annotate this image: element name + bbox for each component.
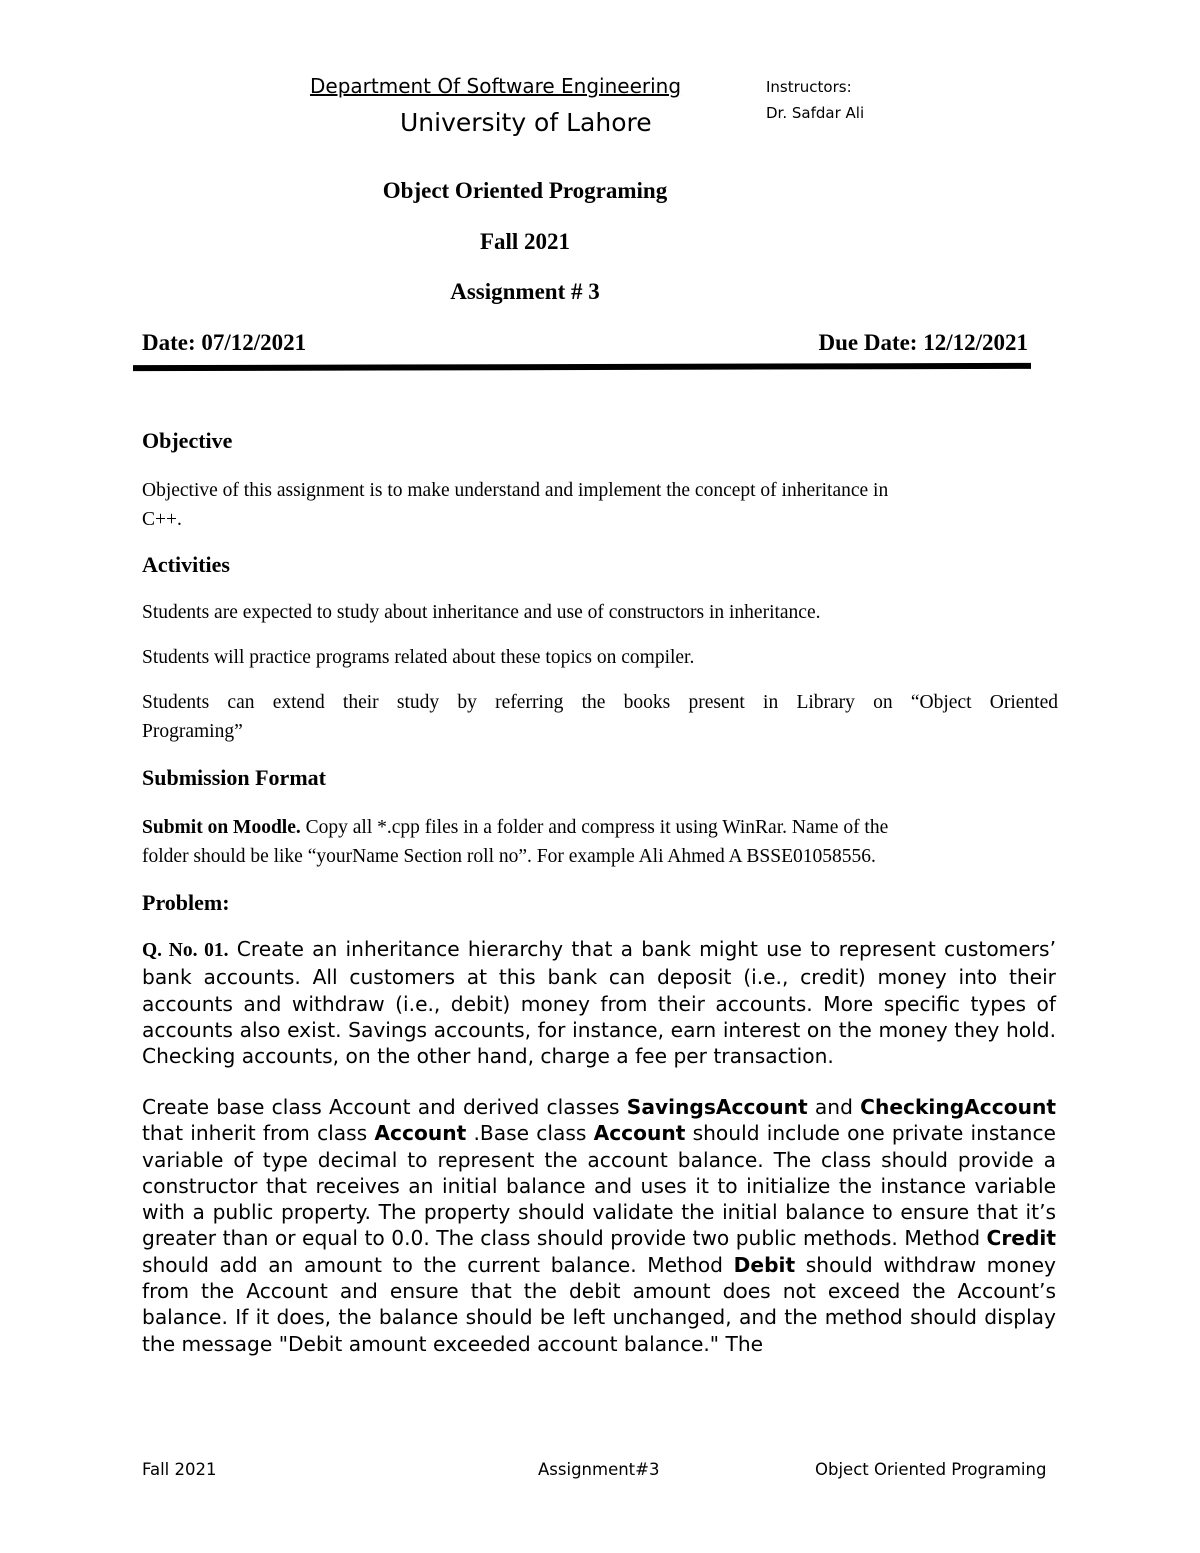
- footer-assignment: Assignment#3: [538, 1460, 660, 1479]
- desc-text: Create base class Account and derived classes: [142, 1095, 627, 1119]
- course-term: Fall 2021: [479, 229, 571, 254]
- problem-description: [142, 1094, 1056, 1357]
- class-name-account: Account: [374, 1121, 467, 1146]
- class-name-account: Account: [593, 1121, 686, 1146]
- question-label: Q. No. 01.: [142, 940, 229, 961]
- question-text: Create an inheritance hierarchy that a bank might use to represent customers’ bank accounts. All customers at this bank can deposit (i.e., credit) money into their accounts and withdraw (i.e., debit) money from their accounts. More specific types of accounts also exist. Savings accounts, for instance, earn interest on the money they hold. Checking accounts, on the other hand, charge a fee per transaction.: [142, 937, 1056, 1069]
- footer-course: Object Oriented Programing: [815, 1460, 1047, 1479]
- submission-line-1: [142, 813, 1058, 842]
- problem-question: [142, 936, 1056, 1069]
- desc-text: should withdraw money from the Account and ensure that the debit amount does not exceed the Account’s balance. If it does, the balance should be left unchanged, and the method should display the message "Debit amount exceeded account balance." The: [142, 1252, 1056, 1356]
- submission-lead: Submit on Moodle.: [142, 817, 301, 838]
- instructors-block: [766, 74, 864, 126]
- desc-text: .Base class: [466, 1121, 594, 1146]
- objective-line-2: C++.: [142, 509, 182, 530]
- activity-line: Students can extend their study by referring the books present in Library on “Object Oriented: [142, 692, 1058, 713]
- activity-line: Programing”: [142, 721, 243, 742]
- desc-text: should include one private instance variable of type decimal to represent the account balance. The class should provide a constructor that receives an initial balance and uses it to initialize the instance variable with a public property. The property should validate the initial balance to ensure that it’s greater than or equal to 0.0. The class should provide two public methods. Method: [142, 1121, 1056, 1251]
- instructor-name: Dr. Safdar Ali: [766, 104, 865, 122]
- university-name: University of Lahore: [400, 108, 652, 137]
- submission-line-1-rest: Copy all *.cpp files in a folder and compress it using WinRar. Name of the: [300, 817, 889, 838]
- method-name-debit: Debit: [733, 1252, 796, 1277]
- objective-heading: Objective: [142, 428, 233, 453]
- submission-heading: Submission Format: [142, 765, 326, 790]
- desc-text: should add an amount to the current balance. Method: [142, 1252, 734, 1277]
- dates-row: [142, 330, 1028, 356]
- problem-heading: Problem:: [142, 890, 230, 915]
- footer-term: Fall 2021: [142, 1460, 217, 1479]
- objective-text: [142, 476, 1058, 534]
- activities-heading: Activities: [142, 552, 230, 577]
- desc-text: and: [807, 1095, 861, 1119]
- activity-item: [142, 688, 1058, 746]
- issue-date: Date: 07/12/2021: [142, 330, 307, 355]
- class-name-savings: SavingsAccount: [626, 1095, 808, 1119]
- objective-line-1: Objective of this assignment is to make understand and implement the concept of inheritance in: [142, 480, 889, 501]
- department-heading: Department Of Software Engineering: [310, 74, 682, 98]
- submission-line-2: folder should be like “yourName Section roll no”. For example Ali Ahmed A BSSE01058556.: [142, 846, 876, 867]
- desc-text: that inherit from class: [142, 1121, 375, 1146]
- header-divider: [133, 363, 1031, 371]
- submission-text: [142, 813, 1058, 871]
- class-name-checking: CheckingAccount: [860, 1095, 1056, 1119]
- course-title: Object Oriented Programing: [382, 178, 668, 203]
- assignment-number: Assignment # 3: [450, 279, 600, 304]
- instructors-label: Instructors:: [766, 78, 852, 96]
- due-date: Due Date: 12/12/2021: [818, 330, 1028, 355]
- method-name-credit: Credit: [986, 1226, 1056, 1251]
- activity-item: Students are expected to study about inheritance and use of constructors in inheritance.: [142, 602, 821, 623]
- activity-item: Students will practice programs related about these topics on compiler.: [142, 647, 695, 668]
